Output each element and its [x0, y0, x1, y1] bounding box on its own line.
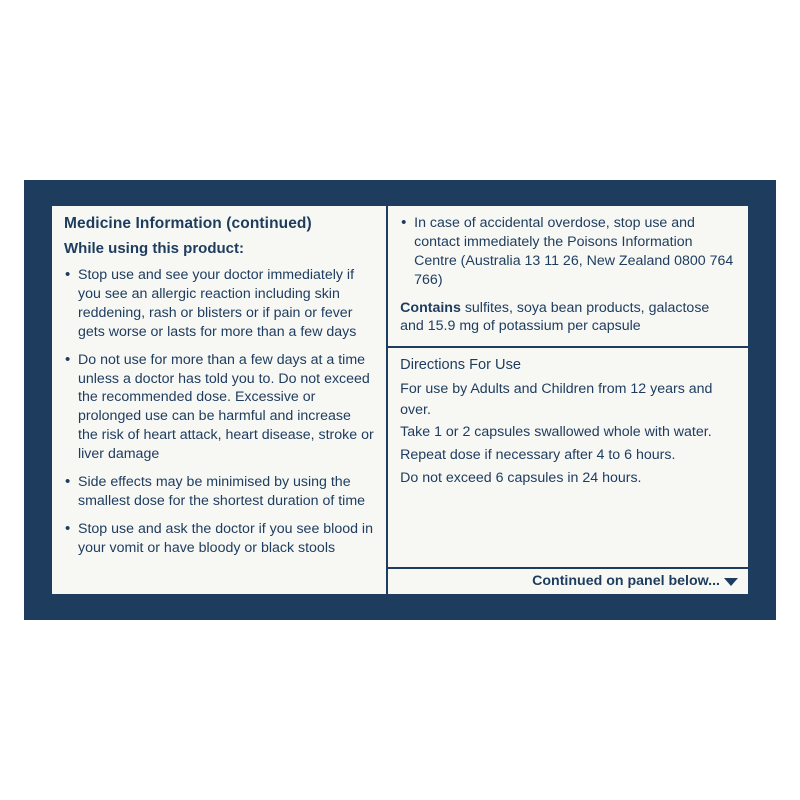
- list-item: • In case of accidental overdose, stop use and contact immediately the Poisons Information Centre (Australia 13 11 26, New Zealand 0800 764 766): [400, 214, 736, 290]
- directions-line: Repeat dose if necessary after 4 to 6 hours.: [400, 447, 676, 463]
- right-column: [388, 206, 748, 594]
- triangle-down-icon: [724, 578, 738, 586]
- overdose-list: [400, 214, 736, 290]
- continued-text: Continued on panel below...: [532, 573, 720, 589]
- directions-line: Do not exceed 6 capsules in 24 hours.: [400, 469, 642, 486]
- contains-text: sulfites, soya bean products, galactose and 15.9 mg of potassium per capsule: [400, 299, 710, 335]
- list-item: • Stop use and see your doctor immediately if you see an allergic reaction including skin reddening, rash or blisters or if pain or fever gets worse or lasts for more than a few days: [64, 266, 374, 342]
- directions-line: Take 1 or 2 capsules swallowed whole with water.: [400, 424, 712, 441]
- overdose-section: [388, 206, 748, 348]
- list-item: • Do not use for more than a few days at a time unless a doctor has told you to. Do not exceed the recommended dose. Excessive or prolonged use can be harmful and increase the risk of heart attack, heart disease, stroke or liver damage: [64, 351, 374, 464]
- while-using-subheading: While using this product:: [64, 240, 244, 258]
- warnings-list: [64, 266, 374, 557]
- list-item: • Side effects may be minimised by using the smallest dose for the shortest duration of time: [64, 473, 374, 511]
- list-item: • Stop use and ask the doctor if you see blood in your vomit or have bloody or black stools: [64, 520, 374, 558]
- directions-title: Directions For Use: [400, 357, 521, 374]
- directions-section: [388, 348, 748, 567]
- product-label-panel: [24, 180, 776, 620]
- directions-line: For use by Adults and Children from 12 years and over.: [400, 381, 713, 418]
- contains-statement: [400, 299, 736, 337]
- medicine-information-heading: Medicine Information (continued): [64, 215, 312, 232]
- continued-footer: [388, 567, 748, 594]
- label-inner-frame: [50, 204, 750, 596]
- medicine-information-column: [52, 206, 388, 594]
- contains-label: Contains: [400, 299, 461, 316]
